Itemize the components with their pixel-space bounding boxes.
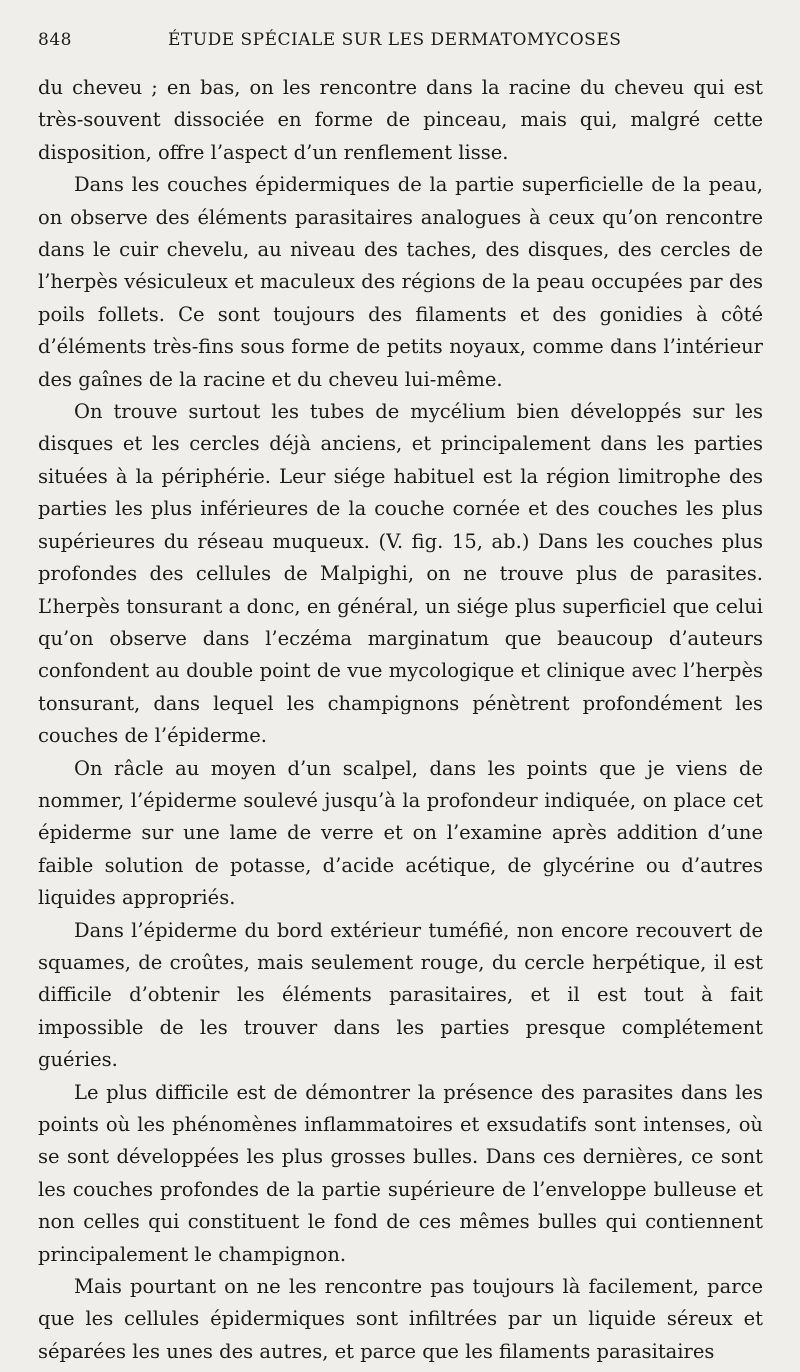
paragraph: On trouve surtout les tubes de mycélium bien développés sur les disques et les cercles déjà anciens, et principalement dans les parties situées à la périphérie. Leur siége habituel est la région limitrophe des parties les plus inférieures de la couche cornée et des couches les plus supérieures du réseau muqueux. (V. fig. 15, ab.) Dans les couches plus profondes des cellules de Malpighi, on ne trouve plus de parasites. L’herpès tonsurant a donc, en général, un siége plus superficiel que celui qu’on observe dans l’eczéma marginatum que beaucoup d’auteurs confondent au double point de vue mycologique et clinique avec l’herpès tonsurant, dans lequel les champignons pénètrent profondément les couches de l’épiderme. — [38, 400, 763, 748]
paragraph: Le plus difficile est de démontrer la présence des parasites dans les points où les phénomènes inflammatoires et exsudatifs sont intenses, où se sont développées les plus grosses bulles. Dans ces dernières, ce sont les couches profondes de la partie supérieure de l’enveloppe bulleuse et non celles qui constituent le fond de ces mêmes bulles qui contiennent principalement le champignon. — [38, 1080, 763, 1266]
paragraph: On râcle au moyen d’un scalpel, dans les points que je viens de nommer, l’épiderme soulevé jusqu’à la profondeur indiquée, on place cet épiderme sur une lame de verre et on l’examine après addition d’une faible solution de potasse, d’acide acétique, de glycérine ou d’autres liquides appropriés. — [38, 756, 763, 910]
running-title: ÉTUDE SPÉCIALE SUR LES DERMATOMYCOSES — [168, 30, 622, 50]
paragraph: Dans l’épiderme du bord extérieur tuméfié, non encore recouvert de squames, de croûtes, mais seulement rouge, du cercle herpétique, il est difficile d’obtenir les éléments parasitaires, et il est tout à fait impossible de les trouver dans les parties presque complétement guéries. — [38, 918, 763, 1072]
paragraph: Dans les couches épidermiques de la partie superficielle de la peau, on observe des éléments parasitaires analogues à ceux qu’on rencontre dans le cuir chevelu, au niveau des taches, des disques, des cercles de l’herpès vésiculeux et maculeux des régions de la peau occupées par des poils follets. Ce sont toujours des filaments et des gonidies à côté d’éléments très-fins sous forme de petits noyaux, comme dans l’intérieur des gaînes de la racine et du cheveu lui-même. — [38, 173, 763, 391]
paragraph-continuation: du cheveu ; en bas, on les rencontre dans la racine du cheveu qui est très-souvent dissociée en forme de pinceau, mais qui, malgré cette disposition, offre l’aspect d’un renflement lisse. — [38, 76, 763, 164]
paragraph-continues: Mais pourtant on ne les rencontre pas toujours là facilement, parce que les cellules épidermiques sont infiltrées par un liquide séreux et séparées les unes des autres, et parce que les filaments parasitaires — [38, 1275, 763, 1363]
body-text — [38, 72, 763, 1368]
page-header — [38, 30, 760, 64]
page-number: 848 — [38, 30, 72, 50]
